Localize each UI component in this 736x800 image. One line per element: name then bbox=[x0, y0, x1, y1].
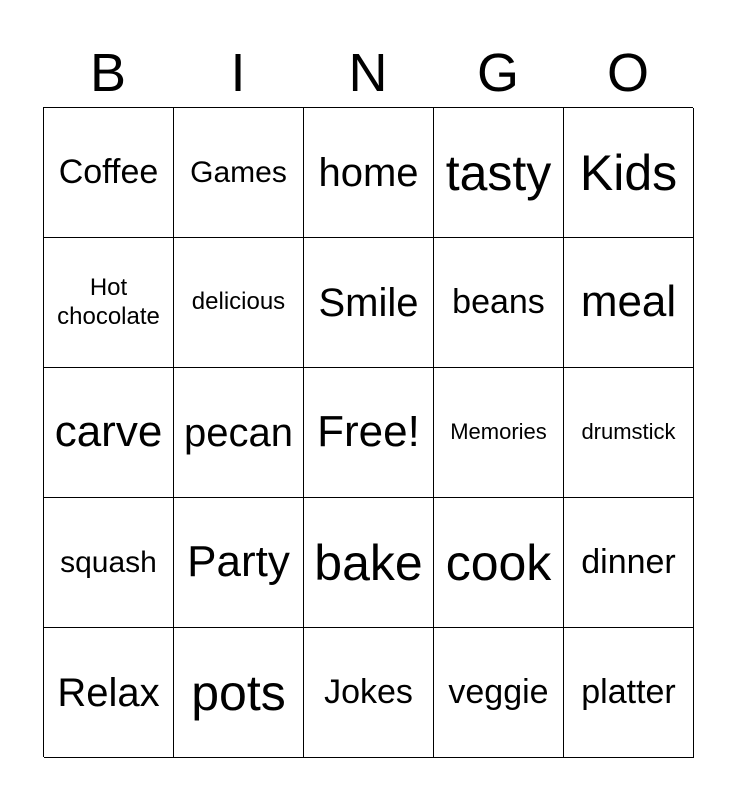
bingo-cell[interactable] bbox=[174, 498, 304, 628]
bingo-cell[interactable] bbox=[44, 498, 174, 628]
cell-text: Games bbox=[190, 155, 287, 189]
bingo-board bbox=[43, 107, 693, 757]
bingo-cell[interactable] bbox=[304, 238, 434, 368]
header-letter-g: G bbox=[476, 43, 519, 103]
bingo-cell[interactable] bbox=[174, 628, 304, 758]
bingo-cell[interactable] bbox=[434, 498, 564, 628]
header-letter-o: O bbox=[606, 43, 649, 103]
bingo-cell[interactable] bbox=[304, 628, 434, 758]
cell-text: carve bbox=[54, 407, 163, 457]
cell-text: pots bbox=[191, 664, 286, 721]
cell-text: dinner bbox=[581, 543, 676, 582]
bingo-cell[interactable] bbox=[564, 368, 694, 498]
cell-text: Coffee bbox=[58, 153, 159, 192]
bingo-cell[interactable] bbox=[304, 108, 434, 238]
bingo-cell[interactable] bbox=[174, 238, 304, 368]
cell-text: Smile bbox=[318, 280, 419, 325]
cell-text: beans bbox=[452, 283, 545, 322]
bingo-cell[interactable] bbox=[174, 368, 304, 498]
cell-text: veggie bbox=[448, 673, 549, 712]
cell-text: Party bbox=[187, 537, 290, 587]
bingo-cell[interactable] bbox=[174, 108, 304, 238]
cell-text: meal bbox=[580, 277, 677, 327]
cell-text: Hot chocolate bbox=[57, 273, 160, 330]
bingo-cell[interactable] bbox=[304, 498, 434, 628]
header-letter-b: B bbox=[89, 43, 127, 103]
cell-text: cook bbox=[445, 534, 552, 591]
cell-text: bake bbox=[314, 534, 423, 591]
header-letter-i: I bbox=[230, 43, 246, 103]
bingo-cell[interactable] bbox=[434, 238, 564, 368]
bingo-cell[interactable] bbox=[434, 628, 564, 758]
bingo-cell[interactable] bbox=[564, 498, 694, 628]
bingo-cell[interactable] bbox=[44, 108, 174, 238]
bingo-cell[interactable] bbox=[564, 238, 694, 368]
cell-text: Free! bbox=[317, 407, 420, 457]
bingo-cell[interactable] bbox=[304, 368, 434, 498]
cell-text: home bbox=[318, 150, 419, 195]
header-letter-n: N bbox=[348, 43, 388, 103]
bingo-cell[interactable] bbox=[564, 108, 694, 238]
cell-text: pecan bbox=[184, 410, 293, 455]
cell-text: squash bbox=[60, 545, 157, 579]
cell-text: Relax bbox=[57, 670, 160, 715]
cell-text: platter bbox=[581, 673, 676, 712]
bingo-cell[interactable] bbox=[44, 628, 174, 758]
cell-text: delicious bbox=[191, 288, 286, 316]
bingo-cell[interactable] bbox=[564, 628, 694, 758]
cell-text: Memories bbox=[450, 419, 547, 445]
bingo-cell[interactable] bbox=[44, 368, 174, 498]
bingo-header bbox=[43, 42, 693, 104]
bingo-cell[interactable] bbox=[44, 238, 174, 368]
cell-text: Kids bbox=[579, 144, 678, 201]
cell-text: Jokes bbox=[324, 673, 413, 712]
cell-text: tasty bbox=[445, 144, 552, 201]
bingo-cell[interactable] bbox=[434, 368, 564, 498]
cell-text: drumstick bbox=[581, 419, 676, 445]
bingo-cell[interactable] bbox=[434, 108, 564, 238]
